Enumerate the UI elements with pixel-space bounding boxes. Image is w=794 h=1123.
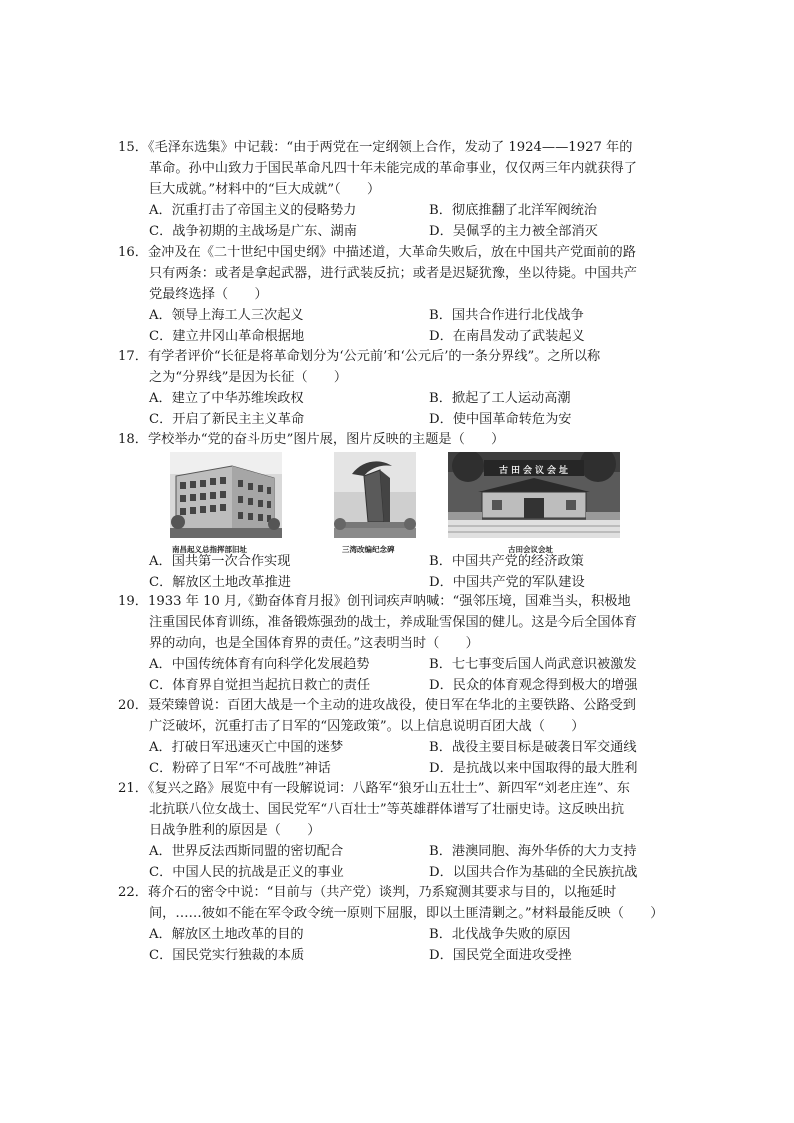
question-text: 22．蒋介石的密令中说：“目前与（共产党）谈判，乃系窥测其要求与目的，以拖延时 (118, 885, 617, 900)
question-text: 党最终选择（ ） (149, 287, 268, 302)
question-19 (118, 591, 678, 696)
option-d[interactable]: D．吴佩孚的主力被全部消灭 (429, 224, 598, 239)
question-text: 之为“分界线”是因为长征（ ） (149, 370, 348, 385)
option-a[interactable]: A．解放区土地改革的目的 (149, 927, 304, 942)
option-a[interactable]: A．世界反法西斯同盟的密切配合 (149, 844, 344, 859)
option-c[interactable]: C．中国人民的抗战是正义的事业 (149, 865, 344, 880)
options-row (118, 841, 678, 862)
option-b[interactable]: B．七七事变后国人尚武意识被激发 (429, 657, 637, 672)
option-b[interactable]: B．彻底推翻了北洋军阀统治 (429, 203, 597, 218)
question-text: 界的动向，也是全国体育界的责任。”这表明当时（ ） (149, 636, 479, 651)
gutian-hall-photo (448, 452, 620, 554)
figure-row (170, 452, 678, 554)
question-text: 只有两条：或者是拿起武器，进行武装反抗；或者是迟疑犹豫，坐以待毙。中国共产 (149, 266, 637, 281)
option-d[interactable]: D．是抗战以来中国取得的最大胜利 (429, 761, 638, 776)
question-text: 15．《毛泽东选集》中记载：“由于两党在一定纲领上合作，发动了 1924——1927 年的 (118, 140, 633, 155)
question-18 (118, 429, 678, 593)
option-d[interactable]: D．在南昌发动了武装起义 (429, 329, 585, 344)
options-row (118, 305, 678, 326)
option-a[interactable]: A．沉重打击了帝国主义的侵略势力 (149, 203, 357, 218)
question-text: 革命。孙中山致力于国民革命凡四十年未能完成的革命事业，仅仅两三年内就获得了 (149, 161, 637, 176)
question-text: 20．聂荣臻曾说：百团大战是一个主动的进攻战役，使日军在华北的主要铁路、公路受到 (118, 698, 636, 713)
question-text: 北抗联八位女战士、国民党军“八百壮士”等英雄群体谱写了壮丽史诗。这反映出抗 (149, 802, 625, 817)
options-row (118, 572, 678, 593)
options-row (118, 737, 678, 758)
option-c[interactable]: C．国民党实行独裁的本质 (149, 948, 305, 963)
options-row (118, 675, 678, 696)
option-a[interactable]: A．打破日军迅速灭亡中国的迷梦 (149, 740, 344, 755)
question-21 (118, 778, 678, 883)
question-text: 19．1933 年 10 月,《勤奋体育月报》创刊词疾声呐喊：“强邻压境，国难当头，积极地 (118, 594, 631, 609)
options-row (118, 409, 678, 430)
question-text: 注重国民体育训练，准备锻炼强劲的战士，养成耻雪保国的健儿。这是今后全国体育 (149, 615, 637, 630)
hall-sign-text: 古田会议会址 (498, 466, 571, 476)
option-a[interactable]: A．领导上海工人三次起义 (149, 308, 304, 323)
option-a[interactable]: A．建立了中华苏维埃政权 (149, 391, 304, 406)
option-b[interactable]: B．北伐战争失败的原因 (429, 927, 571, 942)
question-text: 16．金冲及在《二十世纪中国史纲》中描述道，大革命失败后，放在中国共产党面前的路 (118, 245, 636, 260)
question-text: 间，……彼如不能在军令政令统一原则下屈服，即以土匪清剿之。”材料最能反映（ ） (149, 906, 664, 921)
question-text: 巨大成就。”材料中的“巨大成就”（ ） (149, 182, 381, 197)
question-15 (118, 137, 678, 242)
option-d[interactable]: D．以国共合作为基础的全民族抗战 (429, 865, 638, 880)
option-a[interactable]: A．中国传统体育有向科学化发展趋势 (149, 657, 370, 672)
question-text: 广泛破坏，沉重打击了日军的“囚笼政策”。以上信息说明百团大战（ ） (149, 719, 585, 734)
figure-caption: 三湾改编纪念碑 (342, 545, 395, 554)
options-row (118, 326, 678, 347)
question-17 (118, 346, 678, 430)
option-b[interactable]: B．掀起了工人运动高潮 (429, 391, 571, 406)
option-c[interactable]: C．解放区土地改革推进 (149, 575, 291, 590)
question-text: 日战争胜利的原因是（ ） (149, 823, 321, 838)
options-row (118, 945, 678, 966)
option-d[interactable]: D．民众的体育观念得到极大的增强 (429, 678, 638, 693)
option-c[interactable]: C．建立井冈山革命根据地 (149, 329, 305, 344)
option-d[interactable]: D．中国共产党的军队建设 (429, 575, 585, 590)
option-d[interactable]: D．使中国革命转危为安 (429, 412, 572, 427)
options-row (118, 862, 678, 883)
options-row (118, 551, 678, 572)
question-text: 21．《复兴之路》展览中有一段解说词：八路军“狼牙山五壮士”、新四军“刘老庄连”、东 (118, 781, 630, 796)
figure-caption: 南昌起义总指挥部旧址 (172, 545, 247, 554)
question-20 (118, 695, 678, 779)
options-row (118, 758, 678, 779)
option-b[interactable]: B．国共合作进行北伐战争 (429, 308, 584, 323)
options-row (118, 924, 678, 945)
option-c[interactable]: C．粉碎了日军“不可战胜”神话 (149, 761, 331, 776)
figure-caption: 古田会议会址 (508, 545, 553, 554)
option-b[interactable]: B．中国共产党的经济政策 (429, 554, 584, 569)
options-row (118, 388, 678, 409)
question-text: 18．学校举办“党的奋斗历史”图片展，图片反映的主题是（ ） (118, 432, 505, 447)
option-d[interactable]: D．国民党全面进攻受挫 (429, 948, 572, 963)
option-b[interactable]: B．战役主要目标是破袭日军交通线 (429, 740, 637, 755)
question-16 (118, 242, 678, 347)
option-c[interactable]: C．开启了新民主主义革命 (149, 412, 305, 427)
options-row (118, 200, 678, 221)
nanchang-building-photo (170, 452, 282, 554)
question-22 (118, 882, 678, 966)
options-row (118, 654, 678, 675)
option-b[interactable]: B．港澳同胞、海外华侨的大力支持 (429, 844, 637, 859)
option-c[interactable]: C．体育界自觉担当起抗日救亡的责任 (149, 678, 371, 693)
question-text: 17．有学者评价“长征是将革命划分为‘公元前’和‘公元后’的一条分界线”。之所以称 (118, 349, 601, 364)
option-c[interactable]: C．战争初期的主战场是广东、湖南 (149, 224, 357, 239)
sanwan-monument-photo (334, 452, 416, 554)
options-row (118, 221, 678, 242)
option-a[interactable]: A．国共第一次合作实现 (149, 554, 291, 569)
